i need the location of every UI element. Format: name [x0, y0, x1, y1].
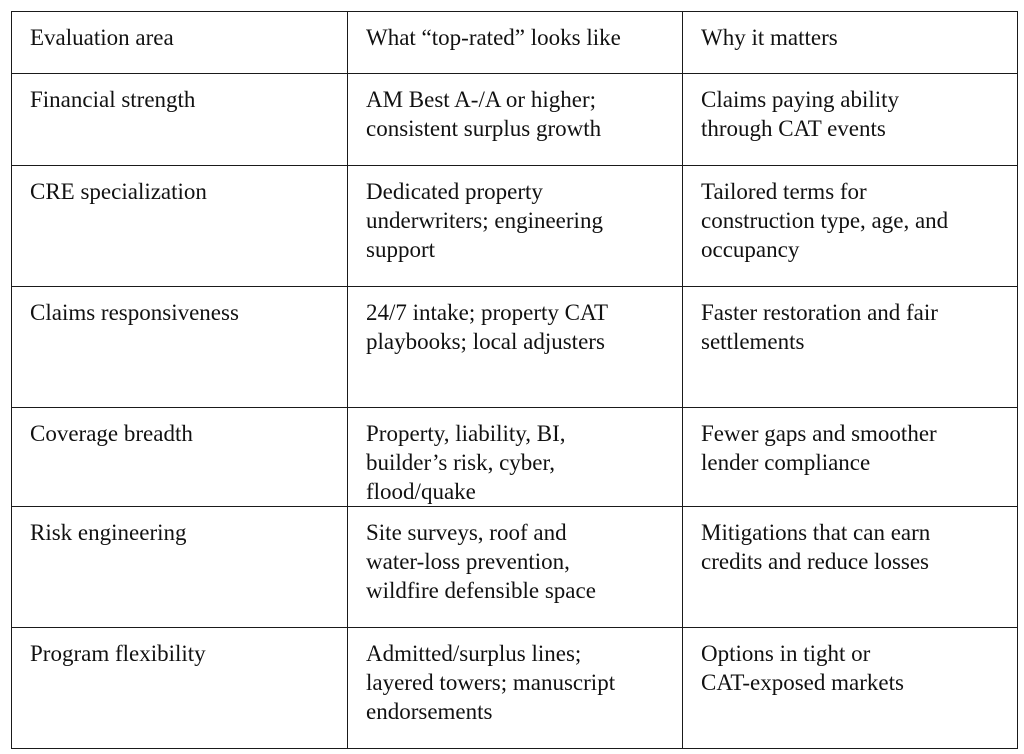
- table-cell-why: Claims paying ability through CAT events: [683, 74, 1018, 166]
- table-cell-area: Coverage breadth: [12, 408, 348, 507]
- table-cell-area: Financial strength: [12, 74, 348, 166]
- table-cell-area: CRE specialization: [12, 166, 348, 287]
- table-cell-area: Program flexibility: [12, 628, 348, 749]
- table-cell-why: Mitigations that can earn credits and reduce losses: [683, 507, 1018, 628]
- table-cell-area: Risk engineering: [12, 507, 348, 628]
- table-cell-area: Claims responsiveness: [12, 287, 348, 408]
- header-cell-evaluation-area: Evaluation area: [12, 12, 348, 74]
- table-row: [12, 166, 1018, 287]
- table-cell-top-rated: Dedicated property underwriters; engineering support: [348, 166, 683, 287]
- table-row: [12, 287, 1018, 408]
- table-cell-top-rated: 24/7 intake; property CAT playbooks; local adjusters: [348, 287, 683, 408]
- table-cell-why: Tailored terms for construction type, age, and occupancy: [683, 166, 1018, 287]
- table-row: [12, 628, 1018, 749]
- table-cell-top-rated: AM Best A-/A or higher; consistent surplus growth: [348, 74, 683, 166]
- header-cell-top-rated: What “top-rated” looks like: [348, 12, 683, 74]
- table-row: [12, 74, 1018, 166]
- table-cell-why: Options in tight or CAT-exposed markets: [683, 628, 1018, 749]
- table-cell-top-rated: Property, liability, BI, builder’s risk, cyber, flood/quake: [348, 408, 683, 507]
- header-cell-why-it-matters: Why it matters: [683, 12, 1018, 74]
- table-row: [12, 408, 1018, 507]
- table-cell-why: Fewer gaps and smoother lender compliance: [683, 408, 1018, 507]
- table-cell-top-rated: Site surveys, roof and water-loss prevention, wildfire defensible space: [348, 507, 683, 628]
- table-cell-top-rated: Admitted/surplus lines; layered towers; manuscript endorsements: [348, 628, 683, 749]
- table-row: [12, 507, 1018, 628]
- table-header-row: [12, 12, 1018, 74]
- table-cell-why: Faster restoration and fair settlements: [683, 287, 1018, 408]
- evaluation-table: [11, 11, 1018, 749]
